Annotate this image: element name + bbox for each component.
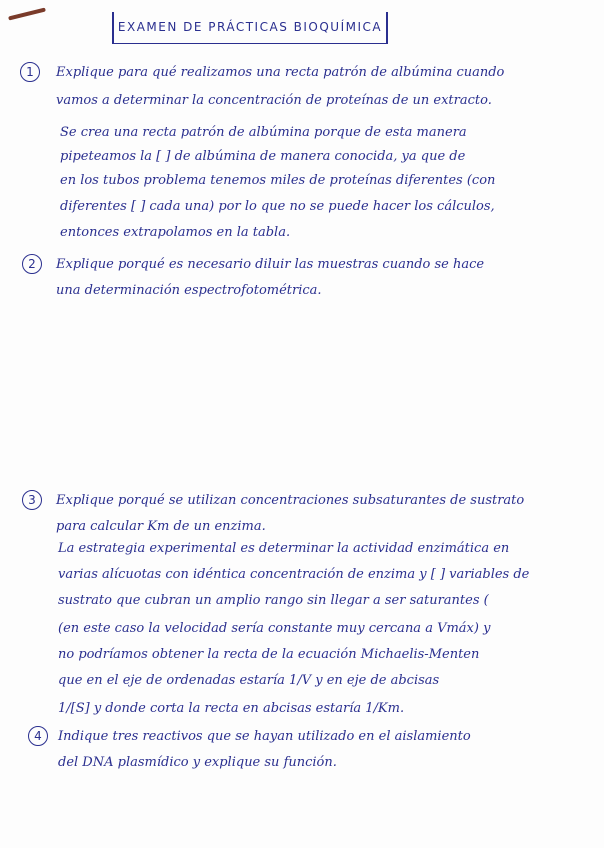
question-2-number: 2 [22,254,42,274]
answer-3-line: La estrategia experimental es determinar la actividad enzimática en [58,541,510,556]
answer-3-line: varias alícuotas con idéntica concentración de enzima y [ ] variables de [58,567,530,582]
answer-1-line: diferentes [ ] cada una) por lo que no se puede hacer los cálculos, [60,199,495,214]
question-2-text-line: Explique porqué es necesario diluir las muestras cuando se hace [56,257,485,272]
title-box [112,12,388,44]
question-3-number: 3 [22,490,42,510]
answer-3-line: (en este caso la velocidad sería constante muy cercana a Vmáx) y [58,621,491,636]
question-3-text-line: Explique porqué se utilizan concentraciones subsaturantes de sustrato [56,493,525,508]
pen-stroke-mark [8,7,46,20]
question-1-number: 1 [20,62,40,82]
exam-title: EXAMEN DE PRÁCTICAS BIOQUÍMICA [117,20,383,34]
answer-1-line: Se crea una recta patrón de albúmina porque de esta manera [60,125,467,140]
answer-1-line: pipeteamos la [ ] de albúmina de manera conocida, ya que de [60,149,466,164]
question-1-text-line: Explique para qué realizamos una recta patrón de albúmina cuando [56,65,505,80]
answer-3-line: sustrato que cubran un amplio rango sin llegar a ser saturantes ( [58,593,489,608]
answer-1-line: en los tubos problema tenemos miles de proteínas diferentes (con [60,173,496,188]
answer-1-line: entonces extrapolamos en la tabla. [60,225,291,240]
answer-3-line: que en el eje de ordenadas estaría 1/V y en eje de abcisas [58,673,440,688]
question-3-text-line: para calcular Km de un enzima. [56,519,266,534]
question-4-number: 4 [28,726,48,746]
question-4-text-line: del DNA plasmídico y explique su función. [58,755,337,770]
question-4-text-line: Indique tres reactivos que se hayan utilizado en el aislamiento [58,729,471,744]
question-1-text-line: vamos a determinar la concentración de proteínas de un extracto. [56,93,492,108]
question-2-text-line: una determinación espectrofotométrica. [56,283,322,298]
answer-3-line: no podríamos obtener la recta de la ecuación Michaelis-Menten [58,647,480,662]
answer-3-line: 1/[S] y donde corta la recta en abcisas estaría 1/Km. [58,701,405,716]
